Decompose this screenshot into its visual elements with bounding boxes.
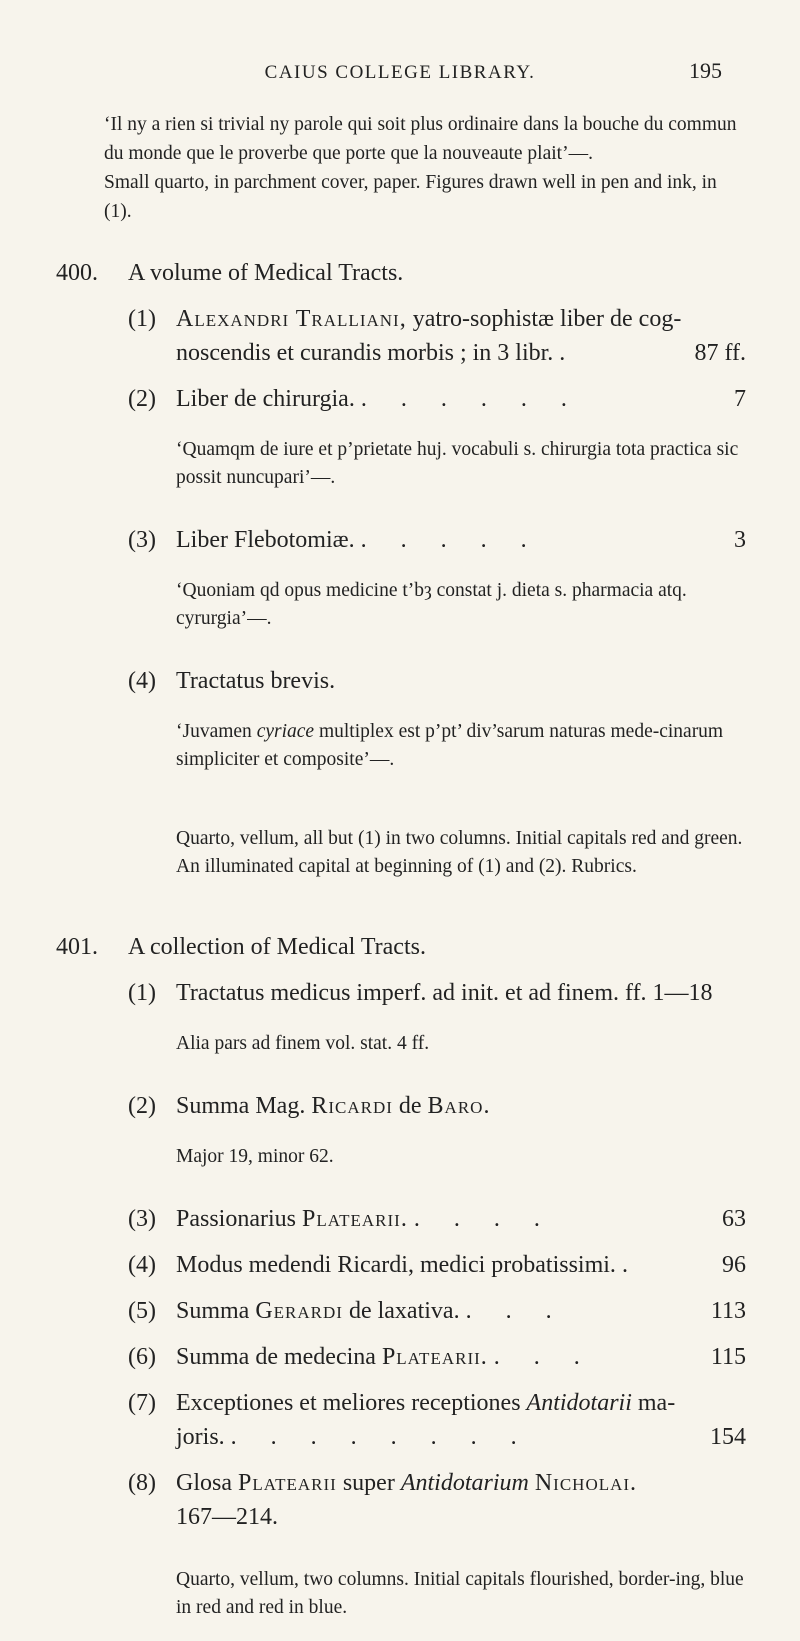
- item-text: Tractatus brevis.: [176, 668, 336, 694]
- list-item-continuation: [128, 1420, 746, 1454]
- note-italic-text: cyriace: [256, 720, 315, 742]
- item-text: de: [398, 1093, 422, 1119]
- entry-title: A volume of Medical Tracts.: [128, 260, 404, 286]
- item-number: (3): [128, 1206, 156, 1232]
- folio-count: 96: [722, 1252, 746, 1278]
- running-title: CAIUS COLLEGE LIBRARY.: [264, 62, 536, 83]
- folio-count: 154: [710, 1424, 746, 1450]
- list-item: [128, 976, 746, 1010]
- item-number: (2): [128, 1093, 156, 1119]
- incipit-note: ‘Quoniam qd opus medicine t’bȝ constat j. dieta s. pharmacia atq. cyrurgia’—.: [176, 579, 687, 629]
- item-text: Exceptiones et meliores receptiones: [176, 1390, 521, 1416]
- item-text: Summa de medecina: [176, 1344, 376, 1370]
- item-note: Major 19, minor 62.: [176, 1145, 334, 1167]
- running-head: [0, 56, 800, 86]
- item-text: ma-: [637, 1390, 676, 1416]
- author-name: Nicholai.: [534, 1470, 638, 1496]
- list-item: [128, 1089, 746, 1123]
- author-name: Platearii: [238, 1470, 337, 1496]
- entry-description: Quarto, vellum, two columns. Initial capitals flourished, border-ing, blue in red and red in blue.: [176, 1568, 744, 1618]
- italic-title: Antidotarium: [400, 1470, 529, 1496]
- leader-dots: .: [621, 1252, 642, 1278]
- list-item: [128, 1340, 746, 1374]
- item-text: noscendis et curandis morbis ; in 3 libr.: [176, 340, 554, 366]
- item-note: Alia pars ad finem vol. stat. 4 ff.: [176, 1032, 430, 1054]
- list-item-continuation: [128, 1500, 746, 1534]
- entry-number: 401.: [56, 934, 98, 960]
- item-number: (4): [128, 668, 156, 694]
- list-item: [128, 523, 746, 557]
- list-item: [128, 1466, 746, 1500]
- intro-quote: ‘Il ny a rien si trivial ny parole qui soit plus ordinaire dans la bouche du commun du monde que le proverbe que porte que la nouveaute plait’—.: [104, 114, 737, 164]
- item-number: (5): [128, 1298, 156, 1324]
- item-text: 167—214.: [176, 1504, 278, 1530]
- item-number: (8): [128, 1470, 156, 1496]
- folio-count: 87 ff.: [694, 340, 746, 366]
- item-text: de laxativa.: [348, 1298, 460, 1324]
- incipit-note: ‘Quamqm de iure et p’prietate huj. vocabuli s. chirurgia tota practica sic possit nuncupari’—.: [176, 438, 739, 488]
- item-number: (1): [128, 306, 156, 332]
- folio-count: 113: [710, 1298, 746, 1324]
- italic-title: Antidotarii: [526, 1390, 632, 1416]
- folio-count: 7: [734, 386, 746, 412]
- item-number: (6): [128, 1344, 156, 1370]
- entry-title: A collection of Medical Tracts.: [128, 934, 426, 960]
- page-body: [56, 110, 746, 1641]
- leader-dots: . . . .: [413, 1206, 554, 1232]
- entry-number: 400.: [56, 260, 98, 286]
- item-number: (3): [128, 527, 156, 553]
- list-item-continuation: [128, 336, 746, 370]
- author-name: Gerardi: [255, 1298, 343, 1324]
- author-name: Platearii.: [302, 1206, 408, 1232]
- item-text: Tractatus medicus imperf. ad init. et ad finem. ff. 1—18: [176, 980, 713, 1006]
- item-text: super: [342, 1470, 395, 1496]
- item-text: Liber de chirurgia.: [176, 386, 355, 412]
- intro-description: Small quarto, in parchment cover, paper. Figures drawn well in pen and ink, in (1).: [104, 172, 717, 222]
- item-number: (7): [128, 1390, 156, 1416]
- list-item: [128, 1386, 746, 1420]
- author-name: Alexandri Tralliani,: [176, 306, 407, 332]
- entry-description: Quarto, vellum, all but (1) in two columns. Initial capitals red and green. An illuminated capital at beginning of (1) and (2). Rubrics.: [176, 827, 743, 877]
- list-item: [128, 1202, 746, 1236]
- note-text: multiplex est p’pt’ div’sarum naturas mede-cinarum simpliciter et composite’—.: [176, 720, 724, 770]
- item-text: Summa Mag.: [176, 1093, 306, 1119]
- item-number: (2): [128, 386, 156, 412]
- entry-401-heading: [56, 930, 746, 964]
- item-text: Liber Flebotomiæ.: [176, 527, 355, 553]
- list-item: [128, 382, 746, 416]
- folio-count: 3: [734, 527, 746, 553]
- list-item: [128, 1294, 746, 1328]
- item-number: (1): [128, 980, 156, 1006]
- author-name: Ricardi: [311, 1093, 393, 1119]
- item-text: joris.: [176, 1424, 225, 1450]
- item-text: Modus medendi Ricardi, medici probatissimi.: [176, 1252, 616, 1278]
- note-text: ‘Juvamen: [176, 720, 257, 742]
- leader-dots: . . . . .: [360, 527, 541, 553]
- item-text: Glosa: [176, 1470, 232, 1496]
- list-item: [128, 1248, 746, 1282]
- incipit-note: [176, 718, 742, 774]
- item-text: Summa: [176, 1298, 250, 1324]
- item-text: Passionarius: [176, 1206, 296, 1232]
- entry-400-heading: [56, 256, 746, 290]
- page-number: 195: [689, 58, 722, 83]
- item-number: (4): [128, 1252, 156, 1278]
- leader-dots: . . . . . . . .: [230, 1424, 531, 1450]
- list-item: [128, 664, 746, 698]
- leader-dots: .: [559, 340, 580, 366]
- author-name: Baro.: [427, 1093, 491, 1119]
- leader-dots: . . .: [493, 1344, 594, 1370]
- folio-count: 63: [722, 1206, 746, 1232]
- leader-dots: . . . . . .: [360, 386, 581, 412]
- leader-dots: . . .: [465, 1298, 566, 1324]
- folio-count: 115: [710, 1344, 746, 1370]
- author-name: Platearii.: [381, 1344, 488, 1370]
- list-item: [128, 302, 746, 336]
- item-text: yatro-sophistæ liber de cog-: [412, 306, 682, 332]
